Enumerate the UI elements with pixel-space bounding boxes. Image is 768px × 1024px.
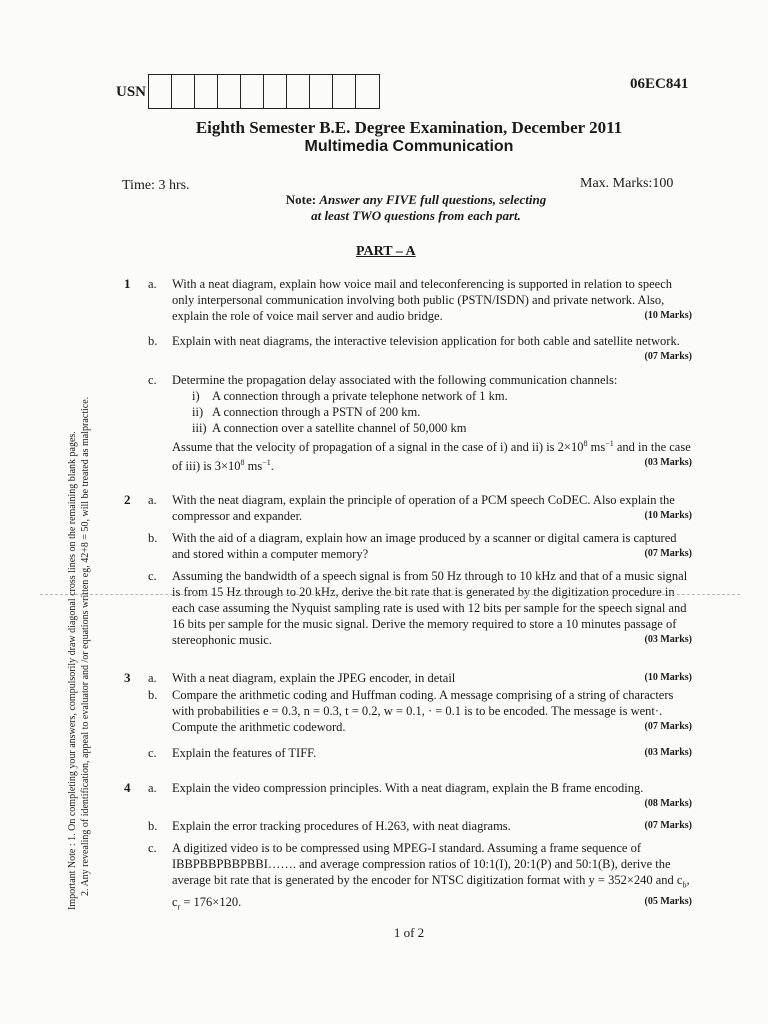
sub-letter: b. — [148, 819, 158, 833]
important-note-line-1: Important Note : 1. On completing your answers, compulsorily draw diagonal cross lines on the remaining blank pages. — [67, 431, 78, 910]
important-note-sidebar — [66, 250, 92, 910]
instructions-note — [256, 192, 576, 224]
list-item-text: A connection through a private telephone network of 1 km. — [212, 389, 508, 403]
important-note-line-2: 2. Any revealing of identification, appeal to evaluator and /or equations written eg, 42+8 = 50, will be treated as malpractice. — [80, 396, 91, 896]
superscript: −1 — [605, 439, 614, 448]
question-text — [172, 841, 690, 909]
question-text: Explain with neat diagrams, the interactive television application for both cable and satellite network. — [172, 334, 680, 348]
course-code: 06EC841 — [630, 76, 689, 92]
question-text: With a neat diagram, explain how voice mail and teleconferencing is supported in relation to speech only interpersonal communication involving both public (PSTN/ISDN) and private network. Also, explain the role of voice mail server and audio bridge. — [172, 277, 673, 323]
sub-letter: b. — [148, 531, 158, 545]
question-3a — [148, 670, 692, 686]
text-run: and in the case of iii) is 3×10 — [172, 440, 691, 474]
note-label: Note: — [285, 192, 317, 207]
question-text: Explain the features of TIFF. — [172, 746, 317, 760]
marks-label: (05 Marks) — [644, 895, 692, 907]
question-1c — [148, 372, 692, 474]
part-a-heading: PART – A — [356, 244, 416, 259]
text-run: ms — [587, 440, 606, 455]
marks-label: (03 Marks) — [644, 634, 692, 645]
subscript: b — [682, 880, 687, 890]
marks-label: (08 Marks) — [644, 798, 692, 809]
question-1b — [148, 333, 692, 365]
usn-box[interactable] — [333, 75, 356, 108]
marks-label: (10 Marks) — [644, 672, 692, 683]
usn-box[interactable] — [264, 75, 287, 108]
marks-label: (10 Marks) — [644, 310, 692, 321]
list-item — [172, 404, 692, 420]
text-run: ms — [244, 459, 263, 474]
list-item — [172, 388, 692, 404]
superscript: 8 — [583, 439, 588, 448]
marks-label: (07 Marks) — [644, 548, 692, 559]
question-2a — [148, 492, 692, 524]
question-text: Explain the video compression principles. With a neat diagram, explain the B frame encoding. — [172, 781, 644, 795]
marks-label: (07 Marks) — [644, 721, 692, 732]
question-3c — [148, 745, 692, 761]
question-text: Explain the error tracking procedures of H.263, with neat diagrams. — [172, 819, 511, 833]
usn-box[interactable] — [195, 75, 218, 108]
sub-letter: a. — [148, 671, 157, 685]
sub-letter: c. — [148, 746, 157, 760]
list-marker: i) — [192, 389, 200, 403]
max-marks: Max. Marks:100 — [580, 176, 674, 191]
marks-label: (10 Marks) — [644, 510, 692, 521]
exam-title: Eighth Semester B.E. Degree Examination, December 2011 — [195, 118, 623, 137]
question-4a — [148, 780, 692, 812]
question-text-tail — [172, 440, 691, 473]
question-text: Compare the arithmetic coding and Huffman coding. A message comprising of a string of characters with probabilities e = 0.3, n = 0.3, t = 0.2, w = 0.1, · = 0.1 is to be encoded. The message is went·. Compute the arithmetic codeword. — [172, 688, 674, 734]
sub-letter: a. — [148, 781, 157, 795]
question-3b — [148, 687, 692, 735]
sub-letter: a. — [148, 277, 157, 291]
sub-letter: c. — [148, 373, 157, 387]
question-4b — [148, 818, 692, 834]
sub-letter: b. — [148, 688, 158, 702]
question-text: With the neat diagram, explain the principle of operation of a PCM speech CoDEC. Also explain the compressor and expander. — [172, 493, 675, 523]
question-text: With the aid of a diagram, explain how an image produced by a scanner or digital camera is captured and stored within a computer memory? — [172, 531, 677, 561]
marks-label: (03 Marks) — [644, 747, 692, 758]
usn-box[interactable] — [241, 75, 264, 108]
sub-letter: c. — [148, 841, 157, 855]
question-number: 4 — [124, 780, 131, 795]
sub-letter: b. — [148, 334, 158, 348]
marks-label: (07 Marks) — [644, 820, 692, 831]
question-text: Assuming the bandwidth of a speech signal is from 50 Hz through to 10 kHz and that of a music signal is from 15 Hz through to 20 kHz, derive the bit rate that is generated by the digitization procedure in each case assuming the Nyquist sampling rate is used with 12 bits per sample for the speech signal and 16 bits per sample for the music signal. Derive the memory required to store a 10 minutes passage of stereophonic music. — [172, 569, 688, 647]
superscript: 8 — [240, 458, 245, 468]
question-2b — [148, 530, 692, 562]
text-run: A digitized video is to be compressed using MPEG-I standard. Assuming a frame sequence of IBBPBBPBBPBBI……. and average compression ratios of 10:1(I), 20:1(P) and 50:1(B), derive the average bit rate that is generated by the encoder for NTSC digitization format with y = 352×240 and c — [172, 841, 683, 887]
subscript: r — [177, 902, 181, 911]
text-run: = 176×120. — [180, 894, 242, 909]
list-item-text: A connection through a PSTN of 200 km. — [212, 405, 421, 419]
question-1a — [148, 276, 692, 324]
note-line-2: at least TWO questions from each part. — [311, 208, 521, 223]
marks-label: (03 Marks) — [644, 457, 692, 469]
sub-letter: c. — [148, 569, 157, 583]
question-number: 1 — [124, 276, 131, 291]
question-number: 3 — [124, 670, 131, 685]
note-line-1: Answer any FIVE full questions, selecting — [319, 192, 547, 207]
text-run: . — [270, 459, 274, 474]
usn-box[interactable] — [310, 75, 333, 108]
marks-label: (07 Marks) — [644, 351, 692, 362]
usn-box[interactable] — [287, 75, 310, 108]
usn-box[interactable] — [149, 75, 172, 108]
list-item — [172, 420, 692, 436]
channel-list — [172, 388, 692, 436]
scan-fold-line — [40, 594, 740, 595]
usn-box-grid — [148, 74, 380, 109]
sub-letter: a. — [148, 493, 157, 507]
usn-label: USN — [116, 84, 147, 100]
list-marker: ii) — [192, 405, 204, 419]
text-run: , c — [172, 873, 690, 909]
subject-title: Multimedia Communication — [304, 138, 514, 155]
page-number: 1 of 2 — [393, 925, 425, 940]
question-4c — [148, 840, 692, 915]
usn-box[interactable] — [218, 75, 241, 108]
list-item-text: A connection over a satellite channel of 50,000 km — [212, 421, 467, 435]
question-number: 2 — [124, 492, 131, 507]
question-text: With a neat diagram, explain the JPEG encoder, in detail — [172, 671, 456, 685]
question-2c — [148, 568, 692, 648]
time-allowed: Time: 3 hrs. — [122, 178, 190, 193]
usn-box[interactable] — [172, 75, 195, 108]
text-run: Assume that the velocity of propagation of a signal in the case of i) and ii) is 2×10 — [172, 440, 584, 455]
superscript: −1 — [262, 458, 271, 468]
list-marker: iii) — [192, 421, 207, 435]
usn-box[interactable] — [356, 75, 379, 108]
question-text: Determine the propagation delay associated with the following communication channels: — [172, 373, 618, 387]
